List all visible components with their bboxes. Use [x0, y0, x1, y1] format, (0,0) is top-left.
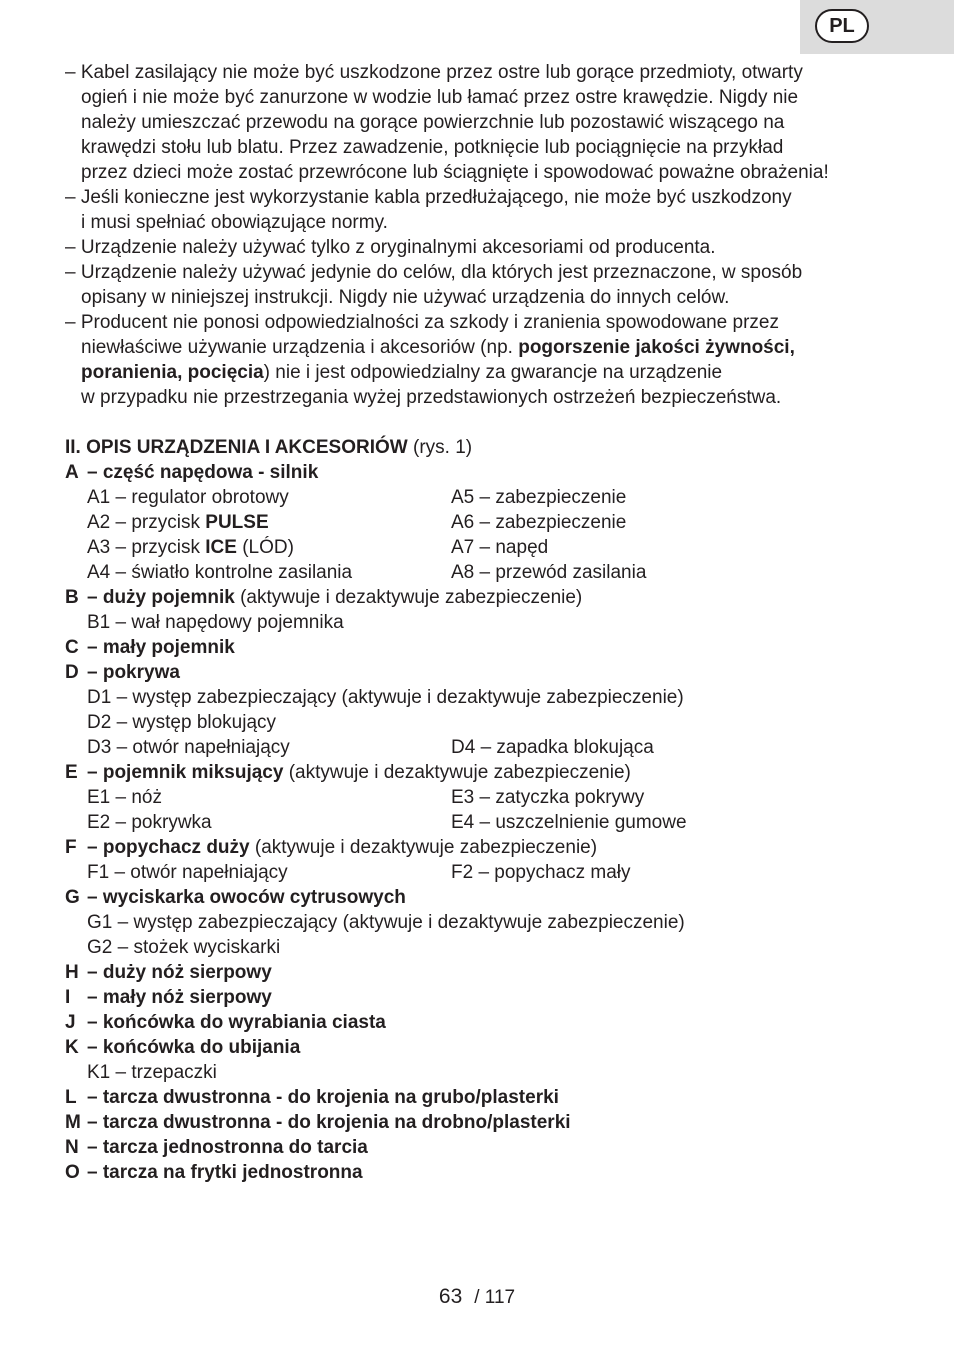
subpart-d1: D1 – występ zabezpieczający (aktywuje i dezaktywuje zabezpieczenie): [87, 687, 684, 708]
subpart-b1: B1 – wał napędowy pojemnika: [87, 612, 344, 633]
subpart-e3: E3 – zatyczka pokrywy: [451, 787, 645, 808]
part-b-heading: [65, 585, 925, 610]
subpart-row: [65, 510, 925, 535]
part-note: (aktywuje i dezaktywuje zabezpieczenie): [249, 837, 598, 858]
subpart-a2-bold: PULSE: [205, 512, 269, 533]
part-letter: N: [65, 1137, 79, 1158]
part-name: – popychacz duży: [87, 837, 250, 858]
safety-text: – Producent nie ponosi odpowiedzialności za szkody i zranienia spowodowane przez: [65, 312, 779, 333]
section-title: [65, 435, 925, 460]
part-name: – część napędowa - silnik: [87, 462, 319, 483]
subpart-row: [65, 810, 925, 835]
part-letter: G: [65, 887, 80, 908]
part-letter: H: [65, 962, 79, 983]
part-name: – duży nóż sierpowy: [87, 962, 272, 983]
safety-text: ogień i nie może być zanurzone w wodzie lub łamać przez ostre krawędzie. Nigdy nie: [81, 87, 799, 108]
part-letter: D: [65, 662, 79, 683]
subpart-row: [65, 485, 925, 510]
part-h-heading: [65, 960, 925, 985]
part-name: – tarcza jednostronna do tarcia: [87, 1137, 368, 1158]
part-letter: B: [65, 587, 79, 608]
part-name: – końcówka do wyrabiania ciasta: [87, 1012, 386, 1033]
part-letter: L: [65, 1087, 77, 1108]
subpart-a3: [65, 535, 451, 560]
subpart-a3-bold: ICE: [205, 537, 237, 558]
safety-text: – Kabel zasilający nie może być uszkodzone przez ostre lub gorące przedmioty, otwarty: [65, 62, 803, 83]
safety-list: [65, 60, 925, 410]
safety-text-part: niewłaściwe używanie urządzenia i akcesoriów (np.: [81, 337, 519, 358]
subpart-a4: A4 – światło kontrolne zasilania: [87, 562, 353, 583]
subpart-row: [65, 860, 925, 885]
part-note: (aktywuje i dezaktywuje zabezpieczenie): [234, 587, 583, 608]
subpart-e1: E1 – nóż: [87, 787, 162, 808]
part-g-heading: [65, 885, 925, 910]
part-name: – tarcza dwustronna - do krojenia na grubo/plasterki: [87, 1087, 559, 1108]
subpart-row: [65, 560, 925, 585]
subpart-a7: A7 – napęd: [451, 537, 549, 558]
safety-text: – Urządzenie należy używać tylko z oryginalnymi akcesoriami od producenta.: [65, 237, 716, 258]
part-name: – pojemnik miksujący: [87, 762, 284, 783]
subpart-a5: A5 – zabezpieczenie: [451, 487, 627, 508]
parts-section: [65, 435, 925, 1185]
page-footer: [0, 1285, 954, 1309]
subpart-a3-label: A3 – przycisk: [87, 537, 206, 558]
subpart-row: [65, 785, 925, 810]
part-m-heading: [65, 1110, 925, 1135]
subpart-a1: A1 – regulator obrotowy: [87, 487, 289, 508]
safety-text: opisany w niniejszej instrukcji. Nigdy nie używać urządzenia do innych celów.: [81, 287, 730, 308]
figure-reference: (rys. 1): [407, 437, 473, 458]
subpart-d2: D2 – występ blokujący: [87, 712, 277, 733]
part-letter: O: [65, 1162, 80, 1183]
part-name: – mały pojemnik: [87, 637, 235, 658]
part-name: – mały nóż sierpowy: [87, 987, 272, 1008]
subpart-row: [65, 535, 925, 560]
part-f-heading: [65, 835, 925, 860]
part-letter: A: [65, 462, 79, 483]
part-c-heading: [65, 635, 925, 660]
subpart-g1: G1 – występ zabezpieczający (aktywuje i dezaktywuje zabezpieczenie): [87, 912, 685, 933]
safety-text: [65, 335, 925, 360]
page-total: / 117: [474, 1287, 516, 1308]
part-name: – tarcza na frytki jednostronna: [87, 1162, 363, 1183]
part-letter: F: [65, 837, 77, 858]
safety-text-part: ) nie i jest odpowiedzialny za gwarancje na urządzenie: [263, 362, 723, 383]
subpart-row: [65, 735, 925, 760]
part-i-heading: [65, 985, 925, 1010]
part-j-heading: [65, 1010, 925, 1035]
part-e-heading: [65, 760, 925, 785]
page-content: [65, 60, 925, 1185]
part-d-heading: [65, 660, 925, 685]
part-o-heading: [65, 1160, 925, 1185]
subpart-e2: E2 – pokrywka: [87, 812, 212, 833]
subpart-f1: F1 – otwór napełniający: [87, 862, 288, 883]
subpart-k1: K1 – trzepaczki: [87, 1062, 217, 1083]
part-name: – końcówka do ubijania: [87, 1037, 301, 1058]
page-number: 63: [438, 1285, 463, 1308]
part-letter: C: [65, 637, 79, 658]
safety-text: należy umieszczać przewodu na gorące powierzchnie lub pozostawić wiszącego na: [81, 112, 785, 133]
part-k-heading: [65, 1035, 925, 1060]
part-letter: K: [65, 1037, 79, 1058]
subpart-a3-note: (LÓD): [236, 537, 294, 558]
safety-text: – Urządzenie należy używać jedynie do celów, dla których jest przeznaczone, w sposób: [65, 262, 803, 283]
section-heading: II. OPIS URZĄDZENIA I AKCESORIÓW: [65, 437, 408, 458]
part-letter: M: [65, 1112, 81, 1133]
safety-text: w przypadku nie przestrzegania wyżej przedstawionych ostrzeżeń bezpieczeństwa.: [81, 387, 782, 408]
subpart-d3: D3 – otwór napełniający: [87, 737, 290, 758]
part-a-heading: [65, 460, 925, 485]
part-l-heading: [65, 1085, 925, 1110]
part-n-heading: [65, 1135, 925, 1160]
subpart-a6: A6 – zabezpieczenie: [451, 512, 627, 533]
part-note: (aktywuje i dezaktywuje zabezpieczenie): [283, 762, 631, 783]
safety-text-bold: poranienia, pocięcia: [81, 362, 264, 383]
safety-text-bold: pogorszenie jakości żywności,: [518, 337, 795, 358]
part-letter: E: [65, 762, 78, 783]
language-badge: PL: [815, 9, 869, 43]
subpart-e4: E4 – uszczelnienie gumowe: [451, 812, 687, 833]
subpart-g2: G2 – stożek wyciskarki: [87, 937, 281, 958]
subpart-d4: D4 – zapadka blokująca: [451, 737, 654, 758]
subpart-f2: F2 – popychacz mały: [451, 862, 631, 883]
subpart-a2: [65, 510, 451, 535]
safety-text: [65, 360, 925, 385]
subpart-a2-label: A2 – przycisk: [87, 512, 206, 533]
part-letter: J: [65, 1012, 76, 1033]
part-letter: I: [65, 987, 71, 1008]
part-name: – wyciskarka owoców cytrusowych: [87, 887, 406, 908]
safety-text: krawędzi stołu lub blatu. Przez zawadzenie, potknięcie lub pociągnięcie na przykład: [81, 137, 784, 158]
safety-text: i musi spełniać obowiązujące normy.: [81, 212, 388, 233]
safety-text: przez dzieci może zostać przewrócone lub ściągnięte i spowodować poważne obrażenia!: [81, 162, 829, 183]
part-name: – tarcza dwustronna - do krojenia na drobno/plasterki: [87, 1112, 571, 1133]
safety-text: – Jeśli konieczne jest wykorzystanie kabla przedłużającego, nie może być uszkodzony: [65, 187, 792, 208]
part-name: – duży pojemnik: [87, 587, 235, 608]
subpart-a8: A8 – przewód zasilania: [451, 562, 647, 583]
part-name: – pokrywa: [87, 662, 180, 683]
